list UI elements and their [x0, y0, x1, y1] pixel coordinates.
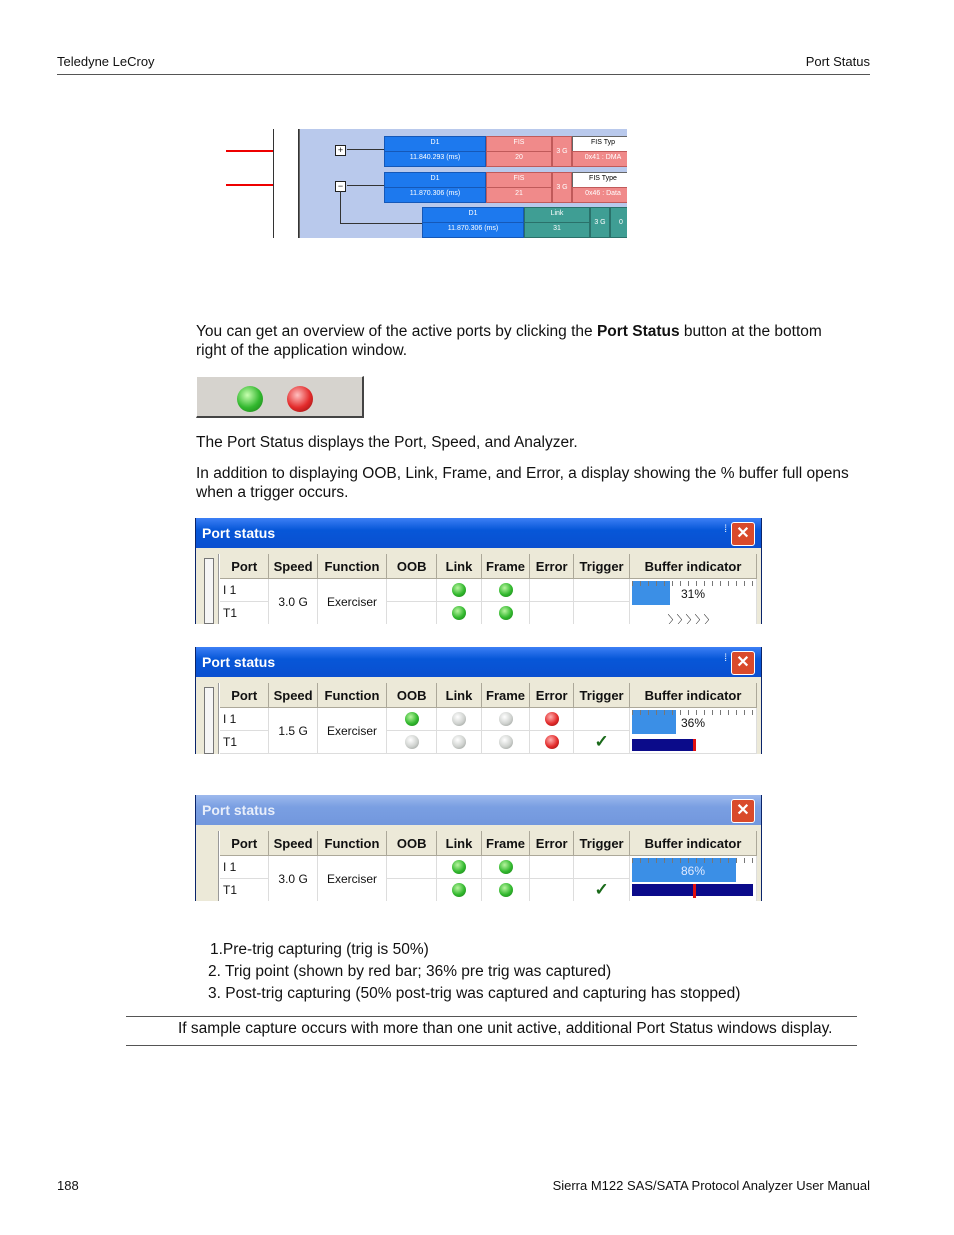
trace-cell: Link [524, 207, 590, 223]
para-port-status: The Port Status displays the Port, Speed, and Analyzer. [196, 434, 578, 451]
check-icon: ✓ [594, 732, 609, 751]
table-row: T1 ✓ [220, 731, 757, 754]
close-icon[interactable]: ✕ [731, 799, 755, 823]
trace-cell: 11.840.293 (ms) [384, 151, 486, 167]
trace-cell: 11.870.306 (ms) [422, 222, 524, 238]
footer-title: Sierra M122 SAS/SATA Protocol Analyzer User Manual [552, 1178, 870, 1193]
port-status-term: Port Status [596, 323, 680, 340]
frame-led-icon [499, 712, 513, 726]
trace-cell: D1 [422, 207, 524, 223]
error-led-icon [545, 712, 559, 726]
table-row: I 1 3.0 G Exerciser 31% 〉〉〉〉〉 [220, 579, 757, 602]
port-status-table: Port Speed Function OOB Link Frame Error Trigger Buffer indicator I 1 1.5 G Exerciser 36% T1 ✓ [220, 683, 757, 754]
link-led-icon [452, 712, 466, 726]
trace-cell: 31 [524, 222, 590, 238]
close-icon[interactable]: ✕ [731, 522, 755, 546]
table-row: T1 ✓ [220, 879, 757, 902]
list-item: 1.Pre-trig capturing (trig is 50%) [210, 941, 429, 958]
buffer-indicator: 86% [630, 856, 757, 902]
trace-cell: 20 [486, 151, 552, 167]
link-led-icon [452, 606, 466, 620]
trigger-marker [693, 884, 696, 898]
trigger-marker [693, 739, 696, 751]
frame-led-icon [499, 860, 513, 874]
window-titlebar[interactable]: Port status ⁞ ✕ [196, 647, 761, 677]
table-row: I 1 1.5 G Exerciser 36% [220, 708, 757, 731]
trace-view [273, 129, 627, 238]
header-rule [57, 74, 870, 75]
trace-cell: D1 [384, 136, 486, 152]
red-led-icon [287, 386, 313, 412]
oob-led-icon [405, 735, 419, 749]
trace-cell: FIS [486, 172, 552, 188]
trace-cell: 0x46 : Data [572, 187, 627, 203]
window-titlebar[interactable]: Port status ⁞ ✕ [196, 518, 761, 548]
list-item: 3. Post-trig capturing (50% post-trig was captured and capturing has stopped) [208, 985, 741, 1002]
trace-cell: FIS [486, 136, 552, 152]
table-row: I 1 3.0 G Exerciser 86% [220, 856, 757, 879]
table-row: T1 [220, 602, 757, 625]
window-sidebar [200, 554, 219, 624]
frame-led-icon [499, 883, 513, 897]
caption-list [196, 939, 740, 1005]
link-led-icon [452, 583, 466, 597]
port-status-window-2 [195, 647, 762, 754]
para-buffer: In addition to displaying OOB, Link, Frame, and Error, a display showing the % buffer full opens when a trigger occurs. [196, 465, 849, 501]
collapse-minus-icon[interactable]: − [335, 181, 346, 192]
trace-cell: D1 [384, 172, 486, 188]
header-left: Teledyne LeCroy [57, 54, 155, 69]
buffer-indicator: 36% [630, 708, 757, 754]
port-status-table: Port Speed Function OOB Link Frame Error Trigger Buffer indicator I 1 3.0 G Exerciser 86% T1 ✓ [220, 831, 757, 901]
header-right: Port Status [805, 54, 870, 69]
note-rule-top [126, 1016, 857, 1017]
note-text: If sample capture occurs with more than one unit active, additional Port Status windows display. [178, 1020, 833, 1037]
frame-led-icon [499, 583, 513, 597]
expand-plus-icon[interactable]: + [335, 145, 346, 156]
note-rule-bottom [126, 1045, 857, 1046]
error-led-icon [545, 735, 559, 749]
trace-cell: FIS Type [572, 172, 627, 188]
close-icon[interactable]: ✕ [731, 651, 755, 675]
oob-led-icon [405, 712, 419, 726]
port-status-window-1 [195, 518, 762, 624]
trace-cell: 11.870.306 (ms) [384, 187, 486, 203]
link-led-icon [452, 860, 466, 874]
intro-paragraph: You can get an overview of the active ports by clicking the Port Status button at the bottom right of the application window. [196, 323, 822, 359]
port-status-button[interactable] [196, 376, 364, 418]
window-titlebar[interactable]: Port status ✕ [196, 795, 761, 825]
frame-led-icon [499, 735, 513, 749]
trace-cell: 3 G [590, 207, 610, 238]
trace-cell: FIS Typ [572, 136, 627, 152]
list-item: 2. Trig point (shown by red bar; 36% pre trig was captured) [208, 963, 612, 980]
trace-cell: 0 [610, 207, 627, 238]
trace-cell: 21 [486, 187, 552, 203]
trigger-bar [632, 739, 693, 751]
link-led-icon [452, 735, 466, 749]
page-number: 188 [57, 1178, 79, 1193]
window-sidebar [200, 831, 219, 901]
port-status-table: Port Speed Function OOB Link Frame Error Trigger Buffer indicator I 1 3.0 G Exerciser 31% 〉〉〉〉〉 T1 [220, 554, 757, 624]
port-status-window-3 [195, 795, 762, 901]
frame-led-icon [499, 606, 513, 620]
trace-cell: 3 G [552, 136, 572, 167]
buffer-indicator: 31% 〉〉〉〉〉 [630, 579, 757, 625]
window-sidebar [200, 683, 219, 754]
trace-cell: 0x41 : DMA [572, 151, 627, 167]
check-icon: ✓ [594, 880, 609, 899]
green-led-icon [237, 386, 263, 412]
link-led-icon [452, 883, 466, 897]
trace-cell: 3 G [552, 172, 572, 203]
